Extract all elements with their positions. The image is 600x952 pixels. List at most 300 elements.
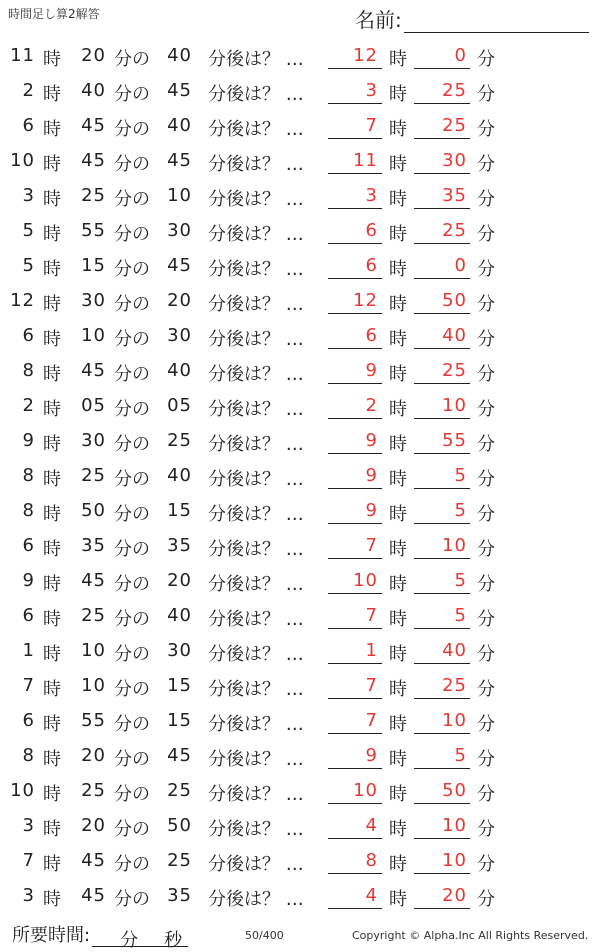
answer-hour-label: 時	[389, 224, 407, 245]
start-minute: 55	[81, 220, 106, 241]
time-taken-blank	[92, 926, 188, 951]
answer-minute-blank	[414, 424, 470, 454]
answer-hour-blank	[328, 739, 382, 769]
answer-hour-blank	[328, 389, 382, 419]
minutes-after-label: 分後は？ …	[208, 819, 304, 840]
minutes-label: 分	[120, 930, 139, 951]
minute-of-label: 分の	[114, 819, 150, 840]
minutes-after-label: 分後は？ …	[208, 504, 304, 525]
minutes-after-label: 分後は？ …	[208, 434, 304, 455]
start-hour: 2	[22, 395, 35, 416]
answer-hour-label: 時	[389, 574, 407, 595]
answer-hour: 6	[365, 255, 378, 276]
minutes-after-label: 分後は？ …	[208, 329, 304, 350]
minutes-after-label: 分後は？ …	[208, 679, 304, 700]
answer-minute-label: 分	[477, 574, 495, 595]
answer-hour-label: 時	[389, 469, 407, 490]
start-hour: 12	[10, 290, 35, 311]
answer-hour-label: 時	[389, 819, 407, 840]
added-minutes: 40	[167, 465, 192, 486]
answer-hour-label: 時	[389, 504, 407, 525]
time-taken-field	[12, 921, 188, 951]
answer-minute: 35	[442, 185, 467, 206]
answer-minute: 10	[442, 850, 467, 871]
answer-minute-blank	[414, 844, 470, 874]
minutes-after-label: 分後は？ …	[208, 259, 304, 280]
added-minutes: 05	[167, 395, 192, 416]
added-minutes: 30	[167, 220, 192, 241]
answer-minute-blank	[414, 599, 470, 629]
start-minute: 25	[81, 465, 106, 486]
answer-minute-label: 分	[477, 364, 495, 385]
added-minutes: 40	[167, 45, 192, 66]
start-minute: 45	[81, 115, 106, 136]
answer-hour-blank	[328, 109, 382, 139]
hour-label: 時	[43, 399, 61, 420]
answer-hour: 2	[365, 395, 378, 416]
start-minute: 25	[81, 780, 106, 801]
hour-label: 時	[43, 119, 61, 140]
problem-list	[0, 39, 600, 914]
added-minutes: 15	[167, 710, 192, 731]
answer-minute-blank	[414, 74, 470, 104]
added-minutes: 25	[167, 850, 192, 871]
answer-minute-label: 分	[477, 84, 495, 105]
problem-row	[0, 109, 600, 144]
hour-label: 時	[43, 84, 61, 105]
answer-hour: 7	[365, 710, 378, 731]
answer-minute-blank	[414, 249, 470, 279]
start-minute: 30	[81, 430, 106, 451]
start-minute: 05	[81, 395, 106, 416]
hour-label: 時	[43, 854, 61, 875]
start-hour: 3	[22, 815, 35, 836]
minute-of-label: 分の	[114, 49, 150, 70]
answer-minute-label: 分	[477, 469, 495, 490]
start-minute: 55	[81, 710, 106, 731]
answer-hour-blank	[328, 459, 382, 489]
answer-minute-label: 分	[477, 434, 495, 455]
problem-row	[0, 144, 600, 179]
start-minute: 10	[81, 675, 106, 696]
answer-hour-label: 時	[389, 434, 407, 455]
answer-minute-blank	[414, 739, 470, 769]
hour-label: 時	[43, 714, 61, 735]
answer-hour-blank	[328, 774, 382, 804]
hour-label: 時	[43, 154, 61, 175]
minute-of-label: 分の	[114, 224, 150, 245]
answer-minute-label: 分	[477, 714, 495, 735]
minute-of-label: 分の	[114, 119, 150, 140]
added-minutes: 45	[167, 150, 192, 171]
start-minute: 15	[81, 255, 106, 276]
problem-row	[0, 319, 600, 354]
problem-row	[0, 774, 600, 809]
answer-minute-blank	[414, 179, 470, 209]
start-minute: 45	[81, 150, 106, 171]
added-minutes: 45	[167, 255, 192, 276]
added-minutes: 40	[167, 360, 192, 381]
minute-of-label: 分の	[114, 679, 150, 700]
minute-of-label: 分の	[114, 84, 150, 105]
start-minute: 45	[81, 850, 106, 871]
minute-of-label: 分の	[114, 539, 150, 560]
answer-hour: 4	[365, 815, 378, 836]
start-minute: 40	[81, 80, 106, 101]
minute-of-label: 分の	[114, 189, 150, 210]
answer-minute: 5	[454, 465, 467, 486]
minutes-after-label: 分後は？ …	[208, 784, 304, 805]
start-minute: 35	[81, 535, 106, 556]
minutes-after-label: 分後は？ …	[208, 294, 304, 315]
answer-hour: 12	[353, 290, 378, 311]
answer-minute-blank	[414, 704, 470, 734]
answer-hour: 6	[365, 220, 378, 241]
answer-hour-label: 時	[389, 714, 407, 735]
answer-hour: 11	[353, 150, 378, 171]
answer-hour: 7	[365, 535, 378, 556]
added-minutes: 15	[167, 675, 192, 696]
answer-minute-label: 分	[477, 644, 495, 665]
answer-minute-blank	[414, 634, 470, 664]
start-hour: 7	[22, 675, 35, 696]
minutes-after-label: 分後は？ …	[208, 399, 304, 420]
answer-hour: 9	[365, 465, 378, 486]
answer-hour-blank	[328, 249, 382, 279]
answer-minute: 5	[454, 500, 467, 521]
minute-of-label: 分の	[114, 259, 150, 280]
problem-row	[0, 179, 600, 214]
added-minutes: 10	[167, 185, 192, 206]
minute-of-label: 分の	[114, 784, 150, 805]
added-minutes: 50	[167, 815, 192, 836]
added-minutes: 20	[167, 570, 192, 591]
answer-hour-label: 時	[389, 84, 407, 105]
answer-minute-label: 分	[477, 504, 495, 525]
answer-hour-label: 時	[389, 889, 407, 910]
answer-hour-label: 時	[389, 609, 407, 630]
minutes-after-label: 分後は？ …	[208, 714, 304, 735]
worksheet-title: 時間足し算2解答	[8, 7, 100, 21]
answer-minute: 25	[442, 360, 467, 381]
start-minute: 45	[81, 885, 106, 906]
start-hour: 6	[22, 115, 35, 136]
hour-label: 時	[43, 469, 61, 490]
start-minute: 25	[81, 605, 106, 626]
start-minute: 10	[81, 325, 106, 346]
answer-hour-blank	[328, 144, 382, 174]
answer-minute: 5	[454, 570, 467, 591]
problem-row	[0, 354, 600, 389]
start-minute: 45	[81, 360, 106, 381]
answer-minute-label: 分	[477, 259, 495, 280]
hour-label: 時	[43, 224, 61, 245]
answer-hour-blank	[328, 809, 382, 839]
answer-minute-blank	[414, 494, 470, 524]
minute-of-label: 分の	[114, 329, 150, 350]
answer-hour-label: 時	[389, 364, 407, 385]
name-field	[355, 4, 589, 33]
hour-label: 時	[43, 504, 61, 525]
added-minutes: 40	[167, 115, 192, 136]
answer-minute: 30	[442, 150, 467, 171]
problem-row	[0, 809, 600, 844]
page-number: 50/400	[245, 929, 284, 942]
seconds-label: 秒	[164, 930, 183, 951]
answer-minute-label: 分	[477, 224, 495, 245]
answer-hour-blank	[328, 494, 382, 524]
answer-hour: 9	[365, 430, 378, 451]
hour-label: 時	[43, 749, 61, 770]
answer-hour-label: 時	[389, 539, 407, 560]
name-blank-line	[404, 12, 589, 33]
answer-minute-blank	[414, 809, 470, 839]
start-minute: 25	[81, 185, 106, 206]
start-hour: 8	[22, 360, 35, 381]
start-hour: 6	[22, 325, 35, 346]
answer-hour-blank	[328, 284, 382, 314]
problem-row	[0, 39, 600, 74]
minute-of-label: 分の	[114, 749, 150, 770]
hour-label: 時	[43, 784, 61, 805]
minute-of-label: 分の	[114, 644, 150, 665]
minutes-after-label: 分後は？ …	[208, 469, 304, 490]
answer-hour-blank	[328, 704, 382, 734]
answer-hour-blank	[328, 564, 382, 594]
answer-minute-blank	[414, 144, 470, 174]
minute-of-label: 分の	[114, 574, 150, 595]
answer-hour: 4	[365, 885, 378, 906]
answer-minute: 40	[442, 640, 467, 661]
problem-row	[0, 704, 600, 739]
start-hour: 8	[22, 745, 35, 766]
answer-hour: 9	[365, 745, 378, 766]
hour-label: 時	[43, 329, 61, 350]
answer-minute-blank	[414, 529, 470, 559]
minutes-after-label: 分後は？ …	[208, 644, 304, 665]
start-hour: 10	[10, 780, 35, 801]
answer-minute-label: 分	[477, 154, 495, 175]
hour-label: 時	[43, 364, 61, 385]
start-minute: 20	[81, 45, 106, 66]
answer-hour-blank	[328, 39, 382, 69]
added-minutes: 25	[167, 430, 192, 451]
minutes-after-label: 分後は？ …	[208, 854, 304, 875]
minute-of-label: 分の	[114, 889, 150, 910]
start-hour: 9	[22, 570, 35, 591]
answer-minute-blank	[414, 774, 470, 804]
minutes-after-label: 分後は？ …	[208, 574, 304, 595]
answer-hour-blank	[328, 879, 382, 909]
added-minutes: 20	[167, 290, 192, 311]
answer-minute: 10	[442, 535, 467, 556]
answer-hour-label: 時	[389, 294, 407, 315]
answer-hour-label: 時	[389, 189, 407, 210]
problem-row	[0, 284, 600, 319]
copyright-notice: Copyright © Alpha.Inc All Rights Reserved.	[352, 929, 589, 942]
answer-hour: 7	[365, 115, 378, 136]
answer-minute-label: 分	[477, 294, 495, 315]
answer-minute-label: 分	[477, 819, 495, 840]
answer-hour: 3	[365, 185, 378, 206]
answer-minute: 55	[442, 430, 467, 451]
minutes-after-label: 分後は？ …	[208, 154, 304, 175]
added-minutes: 35	[167, 885, 192, 906]
problem-row	[0, 739, 600, 774]
minute-of-label: 分の	[114, 154, 150, 175]
minute-of-label: 分の	[114, 504, 150, 525]
answer-hour-label: 時	[389, 854, 407, 875]
start-minute: 20	[81, 745, 106, 766]
added-minutes: 25	[167, 780, 192, 801]
answer-minute: 20	[442, 885, 467, 906]
answer-minute-blank	[414, 354, 470, 384]
problem-row	[0, 879, 600, 914]
answer-hour: 9	[365, 500, 378, 521]
minute-of-label: 分の	[114, 714, 150, 735]
answer-minute-label: 分	[477, 119, 495, 140]
start-minute: 45	[81, 570, 106, 591]
start-hour: 7	[22, 850, 35, 871]
added-minutes: 30	[167, 640, 192, 661]
answer-hour: 3	[365, 80, 378, 101]
hour-label: 時	[43, 889, 61, 910]
answer-minute-blank	[414, 669, 470, 699]
start-minute: 10	[81, 640, 106, 661]
hour-label: 時	[43, 644, 61, 665]
minute-of-label: 分の	[114, 469, 150, 490]
problem-row	[0, 459, 600, 494]
start-hour: 3	[22, 185, 35, 206]
problem-row	[0, 389, 600, 424]
problem-row	[0, 74, 600, 109]
start-hour: 9	[22, 430, 35, 451]
answer-minute-blank	[414, 284, 470, 314]
answer-hour-label: 時	[389, 679, 407, 700]
start-minute: 30	[81, 290, 106, 311]
answer-hour-label: 時	[389, 259, 407, 280]
minute-of-label: 分の	[114, 854, 150, 875]
answer-minute-label: 分	[477, 854, 495, 875]
answer-minute: 10	[442, 815, 467, 836]
added-minutes: 30	[167, 325, 192, 346]
answer-hour-label: 時	[389, 154, 407, 175]
hour-label: 時	[43, 189, 61, 210]
answer-hour-blank	[328, 529, 382, 559]
answer-minute-label: 分	[477, 889, 495, 910]
minutes-after-label: 分後は？ …	[208, 749, 304, 770]
hour-label: 時	[43, 679, 61, 700]
answer-minute-label: 分	[477, 49, 495, 70]
answer-minute-label: 分	[477, 784, 495, 805]
answer-minute-blank	[414, 879, 470, 909]
start-hour: 6	[22, 710, 35, 731]
answer-minute: 25	[442, 80, 467, 101]
answer-hour-label: 時	[389, 784, 407, 805]
minutes-after-label: 分後は？ …	[208, 189, 304, 210]
hour-label: 時	[43, 609, 61, 630]
answer-minute: 10	[442, 710, 467, 731]
answer-minute: 50	[442, 780, 467, 801]
problem-row	[0, 424, 600, 459]
problem-row	[0, 599, 600, 634]
answer-hour-label: 時	[389, 644, 407, 665]
problem-row	[0, 494, 600, 529]
answer-hour: 7	[365, 675, 378, 696]
answer-minute-label: 分	[477, 329, 495, 350]
added-minutes: 45	[167, 80, 192, 101]
answer-minute: 40	[442, 325, 467, 346]
start-hour: 5	[22, 220, 35, 241]
answer-minute-label: 分	[477, 539, 495, 560]
start-minute: 20	[81, 815, 106, 836]
minutes-after-label: 分後は？ …	[208, 224, 304, 245]
start-hour: 6	[22, 535, 35, 556]
answer-hour-blank	[328, 354, 382, 384]
answer-hour-blank	[328, 424, 382, 454]
minute-of-label: 分の	[114, 434, 150, 455]
answer-minute-label: 分	[477, 749, 495, 770]
minute-of-label: 分の	[114, 609, 150, 630]
added-minutes: 35	[167, 535, 192, 556]
start-hour: 5	[22, 255, 35, 276]
answer-minute-label: 分	[477, 399, 495, 420]
minute-of-label: 分の	[114, 294, 150, 315]
answer-minute-blank	[414, 389, 470, 419]
hour-label: 時	[43, 539, 61, 560]
hour-label: 時	[43, 294, 61, 315]
answer-hour: 10	[353, 780, 378, 801]
answer-minute-blank	[414, 109, 470, 139]
answer-hour-blank	[328, 634, 382, 664]
name-label: 名前:	[355, 8, 402, 32]
answer-hour-blank	[328, 844, 382, 874]
minutes-after-label: 分後は？ …	[208, 119, 304, 140]
minutes-after-label: 分後は？ …	[208, 84, 304, 105]
answer-hour-label: 時	[389, 49, 407, 70]
start-hour: 8	[22, 500, 35, 521]
answer-hour: 9	[365, 360, 378, 381]
answer-minute: 25	[442, 220, 467, 241]
answer-minute-label: 分	[477, 609, 495, 630]
answer-minute-label: 分	[477, 189, 495, 210]
answer-minute-blank	[414, 214, 470, 244]
start-hour: 8	[22, 465, 35, 486]
answer-minute: 10	[442, 395, 467, 416]
answer-hour-blank	[328, 319, 382, 349]
minute-of-label: 分の	[114, 364, 150, 385]
problem-row	[0, 249, 600, 284]
start-hour: 3	[22, 885, 35, 906]
answer-hour-label: 時	[389, 329, 407, 350]
answer-minute-blank	[414, 39, 470, 69]
answer-minute-blank	[414, 564, 470, 594]
answer-hour-blank	[328, 179, 382, 209]
problem-row	[0, 669, 600, 704]
answer-minute: 50	[442, 290, 467, 311]
problem-row	[0, 634, 600, 669]
answer-hour-blank	[328, 74, 382, 104]
minutes-after-label: 分後は？ …	[208, 364, 304, 385]
hour-label: 時	[43, 819, 61, 840]
answer-hour: 7	[365, 605, 378, 626]
hour-label: 時	[43, 574, 61, 595]
hour-label: 時	[43, 259, 61, 280]
answer-hour-label: 時	[389, 399, 407, 420]
time-taken-label: 所要時間:	[12, 925, 91, 946]
answer-minute: 0	[454, 255, 467, 276]
start-hour: 11	[10, 45, 35, 66]
